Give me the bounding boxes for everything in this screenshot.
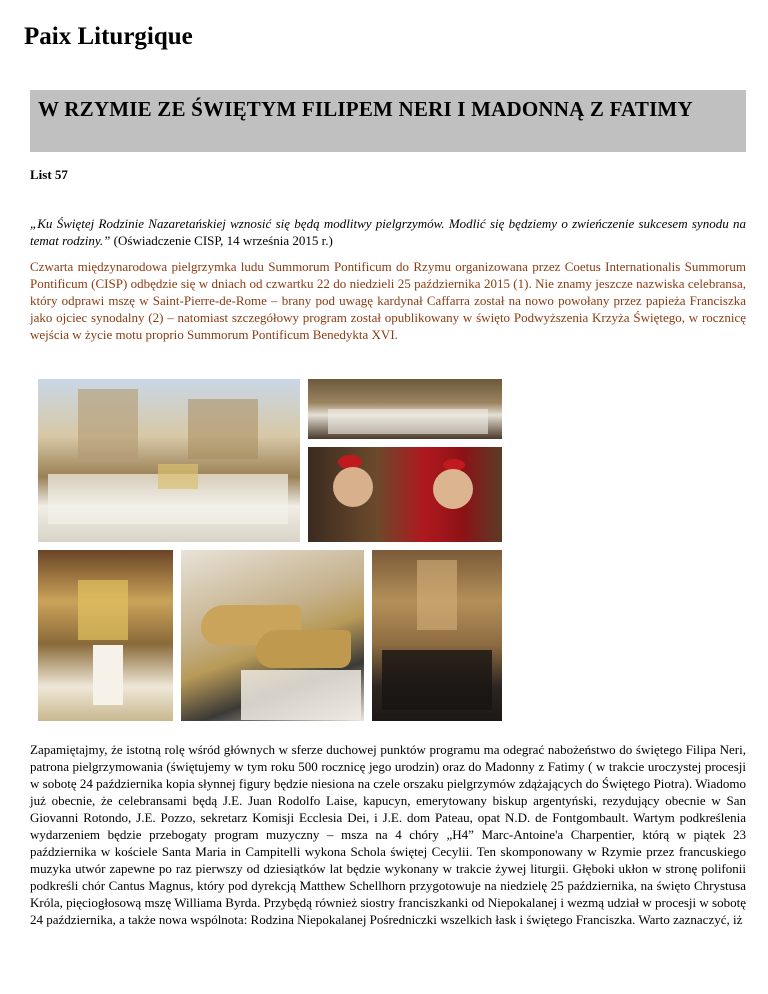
article-title: W RZYMIE ZE ŚWIĘTYM FILIPEM NERI I MADONNĄ Z FATIMY xyxy=(38,97,693,121)
quote-paragraph xyxy=(30,215,746,249)
clergy-group-photo xyxy=(308,379,502,439)
cardinals-photo xyxy=(308,447,502,542)
article-title-box xyxy=(30,90,746,152)
lead-paragraph: Czwarta międzynarodowa pielgrzymka ludu Summorum Pontificum do Rzymu organizowana przez Coetus Internationalis Summorum Pontificum (CISP) odbędzie się w dniach od czwartku 22 do niedzieli 25 października 2015 (1). Nie znamy jeszcze nazwiska celebransa, który odprawi mszę w Saint-Pierre-de-Rome – brany pod uwagę kardynał Caffarra został na nowo powołany przez papieża Franciszka jako ojciec synodalny (2) – natomiast szczegółowy program został opublikowany w święto Podwyższenia Krzyża Świętego, w rocznicę wejścia w życie motu proprio Summorum Pontificum Benedykta XVI. xyxy=(30,259,746,342)
photo-collage xyxy=(38,379,684,721)
letter-number: List 57 xyxy=(30,167,68,182)
procession-photo xyxy=(38,379,300,542)
site-title: Paix Liturgique xyxy=(24,23,193,50)
body-paragraph: Zapamiętajmy, że istotną rolę wśród głównych w sferze duchowej punktów programu ma odegrać nabożeństwo do świętego Filipa Neri, patrona pielgrzymowania (świętujemy w tym roku 500 rocznicę jego urodzin) oraz do Madonny z Fatimy ( w trakcie uroczystej procesji w sobotę 24 października kopia słynnej figury będzie niesiona na czele orszaku pielgrzymów zdążających do Świętego Piotra). Wiadomo już obecnie, że celebransami będą J.E. Juan Rodolfo Laise, kapucyn, emerytowany biskup argentyński, rezydujący obecnie w San Giovanni Rotondo, J.E. Pozzo, sekretarz Komisji Ecclesia Dei, i J.E. dom Pateau, opat N.D. de Fontgombault. Wartym podkreślenia wydarzeniem będzie przebogaty program muzyczny – msza na 4 chóry „H4” Marc-Antoine'a Charpentier, którą w piątek 23 października w kościele Santa Maria in Campitelli wykona Schola świętej Cecylii. Ten skomponowany w Rzymie przez francuskiego muzyka utwór zapewne po raz pierwszy od dziesiątków lat będzie wykonany w trakcie żywej liturgii. Głęboki ukłon w stronę polifonii podkreśli chór Cantus Magnus, który pod dyrekcją Matthew Schellhorn przygotowuje na niedzielę 25 października, na święto Chrystusa Króla, pięciogłosową mszę Williama Byrda. Przybędą również siostry franciszkanki od Niepokalanej i wezmą udział w procesji w sobotę 24 października, a także nowa wspólnota: Rodzina Niepokalanej Pośredniczki wszelkich łask i świętego Franciszka. Warto zaznaczyć, iż xyxy=(30,742,746,927)
quote-source: (Oświadczenie CISP, 14 września 2015 r.) xyxy=(110,233,333,248)
church-interior-photo xyxy=(372,550,502,721)
altar-mass-photo xyxy=(38,550,173,721)
quote-text: „Ku Świętej Rodzinie Nazaretańskiej wznosić się będą modlitwy pielgrzymów. Modlić się będziemy o zwieńczenie sukcesem synodu na temat rodziny.” xyxy=(30,216,746,248)
vestments-slippers-photo xyxy=(181,550,364,721)
